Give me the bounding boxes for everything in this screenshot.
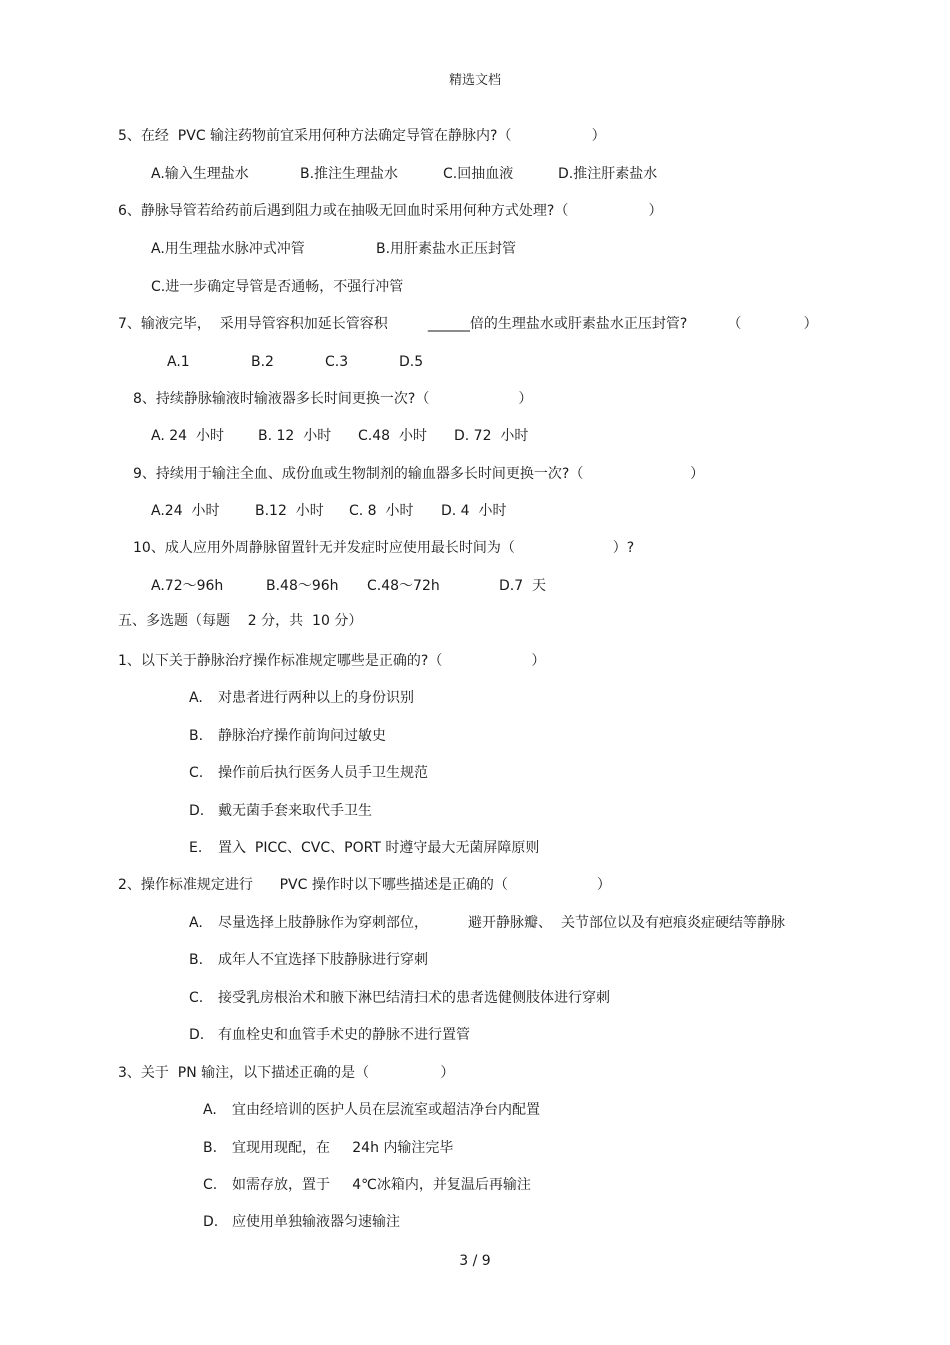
q10-option-b: B.48～96h	[266, 578, 339, 594]
q7-option-c: C.3	[325, 354, 349, 370]
q9-option-b: B.12 小时	[255, 503, 324, 519]
mq3-option-c-text: 如需存放，置于 4℃冰箱内，并复温后再输注	[232, 1177, 531, 1193]
q9-option-c: C. 8 小时	[349, 503, 414, 519]
q7-option-b: B.2	[251, 354, 274, 370]
mq1-option-c-letter: C.	[189, 765, 204, 781]
mq2-option-c-text: 接受乳房根治术和腋下淋巴结清扫术的患者选健侧肢体进行穿刺	[218, 990, 610, 1006]
question-5: 5、在经 PVC 输注药物前宜采用何种方法确定导管在静脉内?（ ）	[118, 128, 606, 144]
q5-option-a: A.输入生理盐水	[151, 166, 249, 182]
q6-option-c: C.进一步确定导管是否通畅，不强行冲管	[151, 279, 404, 295]
page-number: 3 / 9	[459, 1253, 491, 1269]
mq3-option-d-text: 应使用单独输液器匀速输注	[232, 1214, 400, 1230]
mq3-option-a-letter: A.	[203, 1102, 217, 1118]
q5-option-d: D.推注肝素盐水	[558, 166, 658, 182]
page-header: 精选文档	[448, 73, 501, 88]
q10-option-c: C.48～72h	[367, 578, 440, 594]
q9-option-a: A.24 小时	[151, 503, 220, 519]
question-7: 7、输液完毕， 采用导管容积加延长管容积 ______倍的生理盐水或肝素盐水正压封管? （ ）	[118, 316, 818, 332]
mq1-option-a-letter: A.	[189, 690, 203, 706]
q5-option-c: C.回抽血液	[443, 166, 514, 182]
mq1-option-b-text: 静脉治疗操作前询问过敏史	[218, 728, 386, 744]
mq3-option-a-text: 宜由经培训的医护人员在层流室或超洁净台内配置	[232, 1102, 540, 1118]
q7-option-a: A.1	[167, 354, 190, 370]
q5-option-b: B.推注生理盐水	[300, 166, 399, 182]
mq3-option-b-letter: B.	[203, 1140, 218, 1156]
mq1-option-d-letter: D.	[189, 803, 205, 819]
q8-option-c: C.48 小时	[358, 428, 427, 444]
question-10: 10、成人应用外周静脉留置针无并发症时应使用最长时间为（ ）?	[133, 540, 635, 556]
q8-option-d: D. 72 小时	[454, 428, 529, 444]
mq3-option-b-text: 宜现用现配，在 24h 内输注完毕	[232, 1140, 454, 1156]
question-9: 9、持续用于输注全血、成份血或生物制剂的输血器多长时间更换一次?（ ）	[133, 466, 705, 482]
mq2-option-d-text: 有血栓史和血管手术史的静脉不进行置管	[218, 1027, 470, 1043]
mq1-option-a-text: 对患者进行两种以上的身份识别	[218, 690, 414, 706]
q7-option-d: D.5	[399, 354, 424, 370]
mq1-option-b-letter: B.	[189, 728, 204, 744]
mq2-option-b-letter: B.	[189, 952, 204, 968]
mq2-option-a-letter: A.	[189, 915, 203, 931]
q10-option-d: D.7 天	[499, 578, 547, 594]
multi-question-1: 1、以下关于静脉治疗操作标准规定哪些是正确的?（ ）	[118, 653, 546, 669]
mq1-option-d-text: 戴无菌手套来取代手卫生	[218, 803, 372, 819]
multi-question-3: 3、关于 PN 输注，以下描述正确的是（ ）	[118, 1065, 455, 1081]
mq2-option-c-letter: C.	[189, 990, 204, 1006]
multi-question-2: 2、操作标准规定进行 PVC 操作时以下哪些描述是正确的（ ）	[118, 877, 611, 893]
section-title-multi-choice: 五、多选题（每题 2 分，共 10 分）	[118, 613, 363, 629]
mq3-option-d-letter: D.	[203, 1214, 219, 1230]
question-8: 8、持续静脉输液时输液器多长时间更换一次?（ ）	[133, 391, 533, 407]
q8-option-a: A. 24 小时	[151, 428, 224, 444]
mq3-option-c-letter: C.	[203, 1177, 218, 1193]
q10-option-a: A.72～96h	[151, 578, 224, 594]
mq1-option-e-text: 置入 PICC、CVC、PORT 时遵守最大无菌屏障原则	[218, 840, 540, 856]
q8-option-b: B. 12 小时	[258, 428, 332, 444]
question-6: 6、静脉导管若给药前后遇到阻力或在抽吸无回血时采用何种方式处理?（ ）	[118, 203, 663, 219]
mq2-option-d-letter: D.	[189, 1027, 205, 1043]
q6-option-a: A.用生理盐水脉冲式冲管	[151, 241, 305, 257]
q6-option-b: B.用肝素盐水正压封管	[376, 241, 517, 257]
q9-option-d: D. 4 小时	[441, 503, 507, 519]
mq2-option-b-text: 成年人不宜选择下肢静脉进行穿刺	[218, 952, 428, 968]
mq1-option-e-letter: E.	[189, 840, 203, 856]
mq2-option-a-text: 尽量选择上肢静脉作为穿刺部位， 避开静脉瓣、 关节部位以及有疤痕炎症硬结等静脉	[218, 915, 785, 931]
mq1-option-c-text: 操作前后执行医务人员手卫生规范	[218, 765, 428, 781]
